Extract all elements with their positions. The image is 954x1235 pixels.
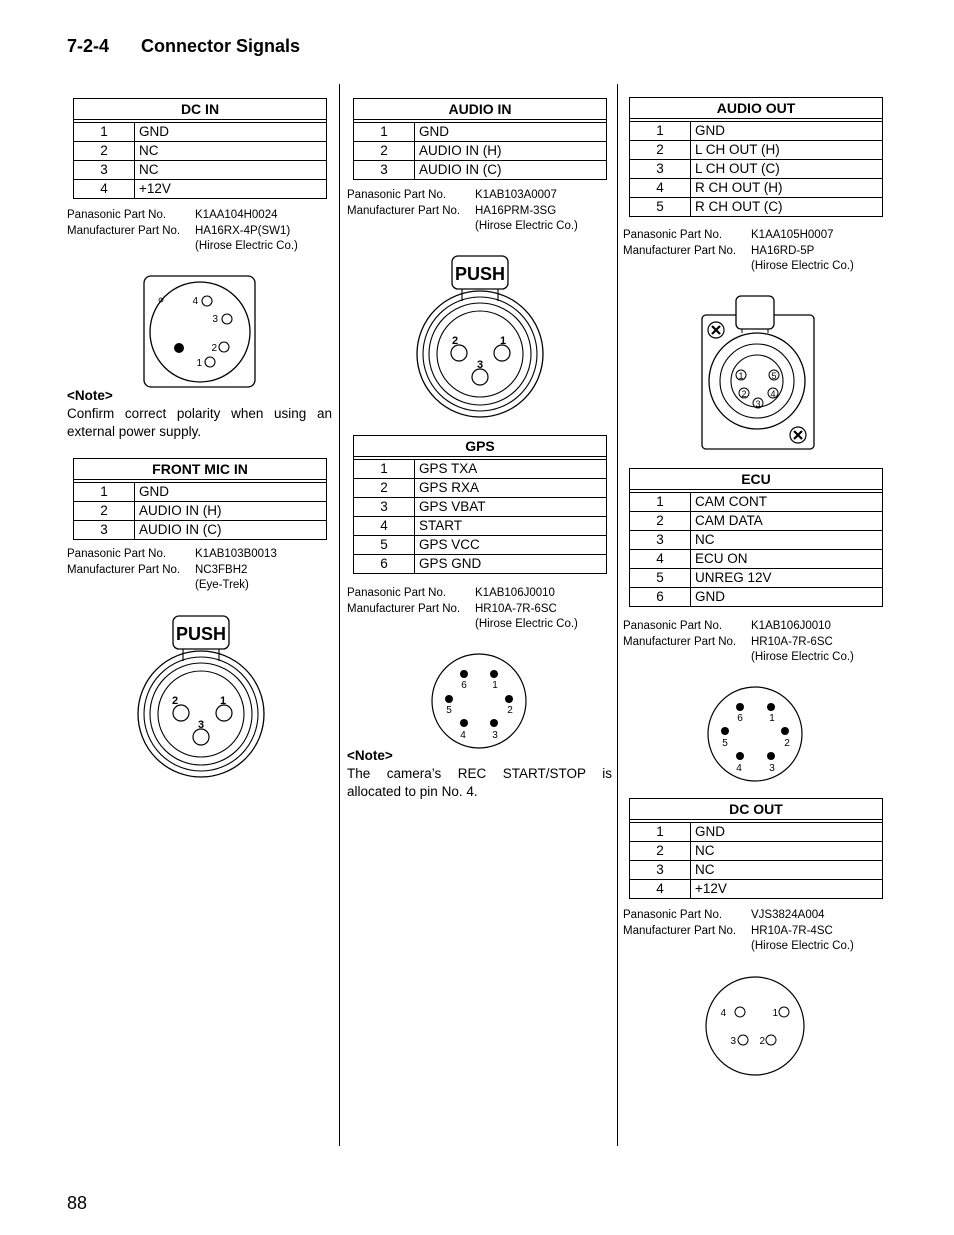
svg-text:6: 6 [737, 713, 743, 724]
svg-text:3: 3 [769, 763, 775, 774]
svg-text:2: 2 [784, 738, 790, 749]
table-row: 3 NC [630, 861, 883, 880]
table-row: 6 GND [630, 588, 883, 607]
table-row: 4 R CH OUT (H) [630, 179, 883, 198]
table-row: 2 NC [630, 842, 883, 861]
svg-text:4: 4 [770, 389, 776, 399]
table-row: 1 GND [630, 823, 883, 842]
audio-out-table [629, 97, 883, 217]
svg-text:2: 2 [171, 695, 179, 707]
gps-title: GPS [354, 436, 607, 457]
ecu-title: ECU [630, 469, 883, 490]
svg-text:2: 2 [507, 705, 513, 716]
svg-text:3: 3 [492, 730, 498, 741]
screw-icon [708, 322, 724, 338]
key-pin-icon [174, 343, 184, 353]
table-row: 3 AUDIO IN (C) [354, 161, 607, 180]
svg-text:1: 1 [196, 358, 202, 369]
svg-text:2: 2 [759, 1036, 765, 1047]
table-row: 4 ECU ON [630, 550, 883, 569]
table-row: 3 NC [74, 161, 327, 180]
dc-in-part-numbers: Panasonic Part No. K1AA104H0024 Manufacturer Part No. HA16RX-4P(SW1) (Hirose Electric Co.) [67, 209, 298, 252]
audio-in-part-numbers: Panasonic Part No. K1AB103A0007 Manufacturer Part No. HA16PRM-3SG (Hirose Electric Co.) [347, 189, 578, 232]
audio-out-connector-diagram [699, 293, 817, 453]
push-label: PUSH [454, 264, 506, 284]
section-title: Connector Signals [141, 36, 301, 56]
svg-text:1: 1 [738, 371, 744, 381]
svg-text:3: 3 [730, 1036, 736, 1047]
audio-in-table [353, 98, 607, 180]
table-row: 1 CAM CONT [630, 493, 883, 512]
column-divider-right [617, 84, 618, 1146]
table-row: 1 GND [354, 123, 607, 142]
svg-text:5: 5 [446, 705, 452, 716]
table-row: 5 UNREG 12V [630, 569, 883, 588]
svg-text:1: 1 [772, 1008, 778, 1019]
svg-text:1: 1 [769, 713, 775, 724]
ecu-connector-diagram [705, 684, 805, 784]
front-mic-in-table [73, 458, 327, 540]
svg-text:4: 4 [720, 1008, 726, 1019]
dc-out-table [629, 798, 883, 899]
table-row: 3 GPS VBAT [354, 498, 607, 517]
svg-text:1: 1 [492, 680, 498, 691]
table-row: 3 AUDIO IN (C) [74, 521, 327, 540]
ecu-part-numbers: Panasonic Part No. K1AB106J0010 Manufacturer Part No. HR10A-7R-6SC (Hirose Electric Co.) [623, 620, 854, 663]
table-row: 2 GPS RXA [354, 479, 607, 498]
table-row: 2 CAM DATA [630, 512, 883, 531]
gps-part-numbers: Panasonic Part No. K1AB106J0010 Manufacturer Part No. HR10A-7R-6SC (Hirose Electric Co.) [347, 587, 578, 630]
table-row: 2 AUDIO IN (H) [354, 142, 607, 161]
audio-out-part-numbers: Panasonic Part No. K1AA105H0007 Manufacturer Part No. HA16RD-5P (Hirose Electric Co.) [623, 229, 854, 272]
table-row: 1 GND [74, 483, 327, 502]
table-row: 4 +12V [630, 880, 883, 899]
svg-text:5: 5 [771, 371, 777, 381]
svg-text:3: 3 [212, 314, 218, 325]
svg-text:2: 2 [741, 389, 747, 399]
table-row: 3 L CH OUT (C) [630, 160, 883, 179]
svg-text:6: 6 [461, 680, 467, 691]
gps-note: <Note> The camera’s REC START/STOP is allocated to pin No. 4. [347, 748, 612, 799]
svg-text:4: 4 [192, 296, 198, 307]
table-row: 2 AUDIO IN (H) [74, 502, 327, 521]
gps-table [353, 435, 607, 574]
svg-text:4: 4 [460, 730, 466, 741]
audio-in-title: AUDIO IN [354, 99, 607, 120]
table-row: 1 GND [74, 123, 327, 142]
audio-out-title: AUDIO OUT [630, 98, 883, 119]
table-row: 4 +12V [74, 180, 327, 199]
audio-in-connector-diagram [414, 253, 546, 421]
screw-icon [790, 427, 806, 443]
front-mic-in-part-numbers: Panasonic Part No. K1AB103B0013 Manufacturer Part No. NC3FBH2 (Eye-Trek) [67, 548, 277, 591]
push-label: PUSH [175, 624, 227, 644]
svg-text:3: 3 [755, 399, 761, 409]
svg-text:3: 3 [197, 719, 205, 731]
front-mic-in-title: FRONT MIC IN [74, 459, 327, 480]
svg-text:1: 1 [499, 335, 507, 347]
dc-out-connector-diagram [703, 974, 807, 1078]
section-heading [67, 36, 300, 57]
dc-out-title: DC OUT [630, 799, 883, 820]
svg-text:2: 2 [211, 343, 217, 354]
svg-text:1: 1 [219, 695, 227, 707]
dc-out-part-numbers: Panasonic Part No. VJS3824A004 Manufacturer Part No. HR10A-7R-4SC (Hirose Electric Co.) [623, 909, 854, 952]
dc-in-table [73, 98, 327, 199]
ecu-table [629, 468, 883, 607]
svg-text:3: 3 [476, 359, 484, 371]
svg-text:4: 4 [736, 763, 742, 774]
dc-in-note: <Note> Confirm correct polarity when using an external power supply. [67, 388, 332, 439]
gps-connector-diagram [429, 651, 529, 751]
dc-in-title: DC IN [74, 99, 327, 120]
svg-text:5: 5 [722, 738, 728, 749]
table-row: 2 L CH OUT (H) [630, 141, 883, 160]
table-row: 2 NC [74, 142, 327, 161]
column-divider-left [339, 84, 340, 1146]
table-row: 4 START [354, 517, 607, 536]
table-row: 1 GND [630, 122, 883, 141]
svg-text:2: 2 [451, 335, 459, 347]
table-row: 3 NC [630, 531, 883, 550]
table-row: 5 R CH OUT (C) [630, 198, 883, 217]
table-row: 5 GPS VCC [354, 536, 607, 555]
page-number: 88 [67, 1193, 88, 1213]
section-number: 7-2-4 [67, 36, 110, 56]
front-mic-in-connector-diagram [135, 613, 267, 781]
dc-in-connector-diagram [143, 275, 257, 389]
table-row: 6 GPS GND [354, 555, 607, 574]
table-row: 1 GPS TXA [354, 460, 607, 479]
